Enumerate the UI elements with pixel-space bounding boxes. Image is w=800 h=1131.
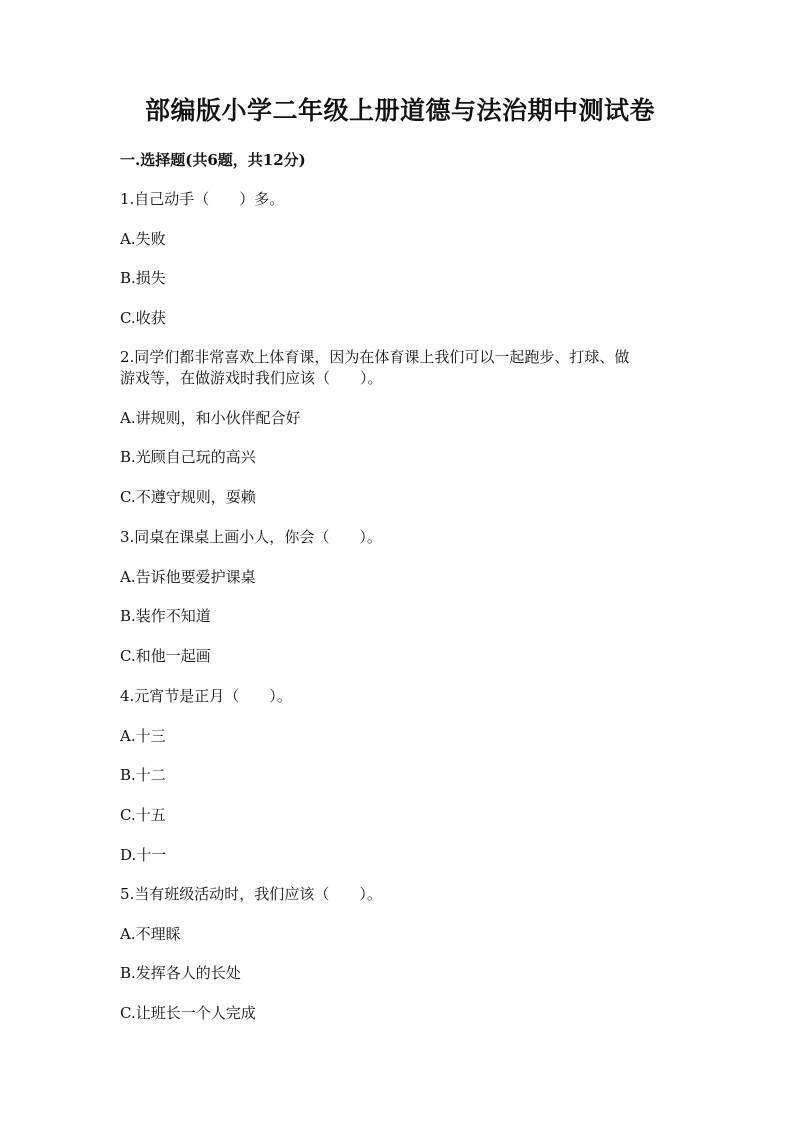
question-5-option-a: A.不理睬 xyxy=(120,925,181,943)
question-3-option-c: C.和他一起画 xyxy=(120,647,211,665)
question-2-option-a: A.讲规则，和小伙伴配合好 xyxy=(120,409,301,427)
question-2-stem-line-1: 2.同学们都非常喜欢上体育课，因为在体育课上我们可以一起跑步、打球、做 xyxy=(120,348,630,366)
question-1-option-c: C.收获 xyxy=(120,309,166,327)
question-1-option-b: B.损失 xyxy=(120,269,166,287)
question-2-option-b: B.光顾自己玩的高兴 xyxy=(120,448,256,466)
section-heading: 一.选择题(共6题，共12分) xyxy=(120,151,306,169)
question-4-option-c: C.十五 xyxy=(120,806,166,824)
question-4-option-d: D.十一 xyxy=(120,846,167,864)
question-3-option-b: B.装作不知道 xyxy=(120,607,211,625)
exam-title: 部编版小学二年级上册道德与法治期中测试卷 xyxy=(144,96,655,125)
question-2-stem-line-2: 游戏等，在做游戏时我们应该（ ）。 xyxy=(120,369,383,387)
question-5-option-b: B.发挥各人的长处 xyxy=(120,964,241,982)
question-3-option-a: A.告诉他要爱护课桌 xyxy=(120,568,256,586)
question-1-stem: 1.自己动手（ ）多。 xyxy=(120,190,285,208)
question-3-stem: 3.同桌在课桌上画小人，你会（ ）。 xyxy=(120,528,382,546)
question-4-option-a: A.十三 xyxy=(120,727,166,745)
question-4-option-b: B.十二 xyxy=(120,766,166,784)
question-2-option-c: C.不遵守规则，耍赖 xyxy=(120,488,256,506)
question-1-option-a: A.失败 xyxy=(120,230,166,248)
question-4-stem: 4.元宵节是正月（ ）。 xyxy=(120,687,292,705)
question-5-option-c: C.让班长一个人完成 xyxy=(120,1004,256,1022)
question-5-stem: 5.当有班级活动时，我们应该（ ）。 xyxy=(120,885,382,903)
